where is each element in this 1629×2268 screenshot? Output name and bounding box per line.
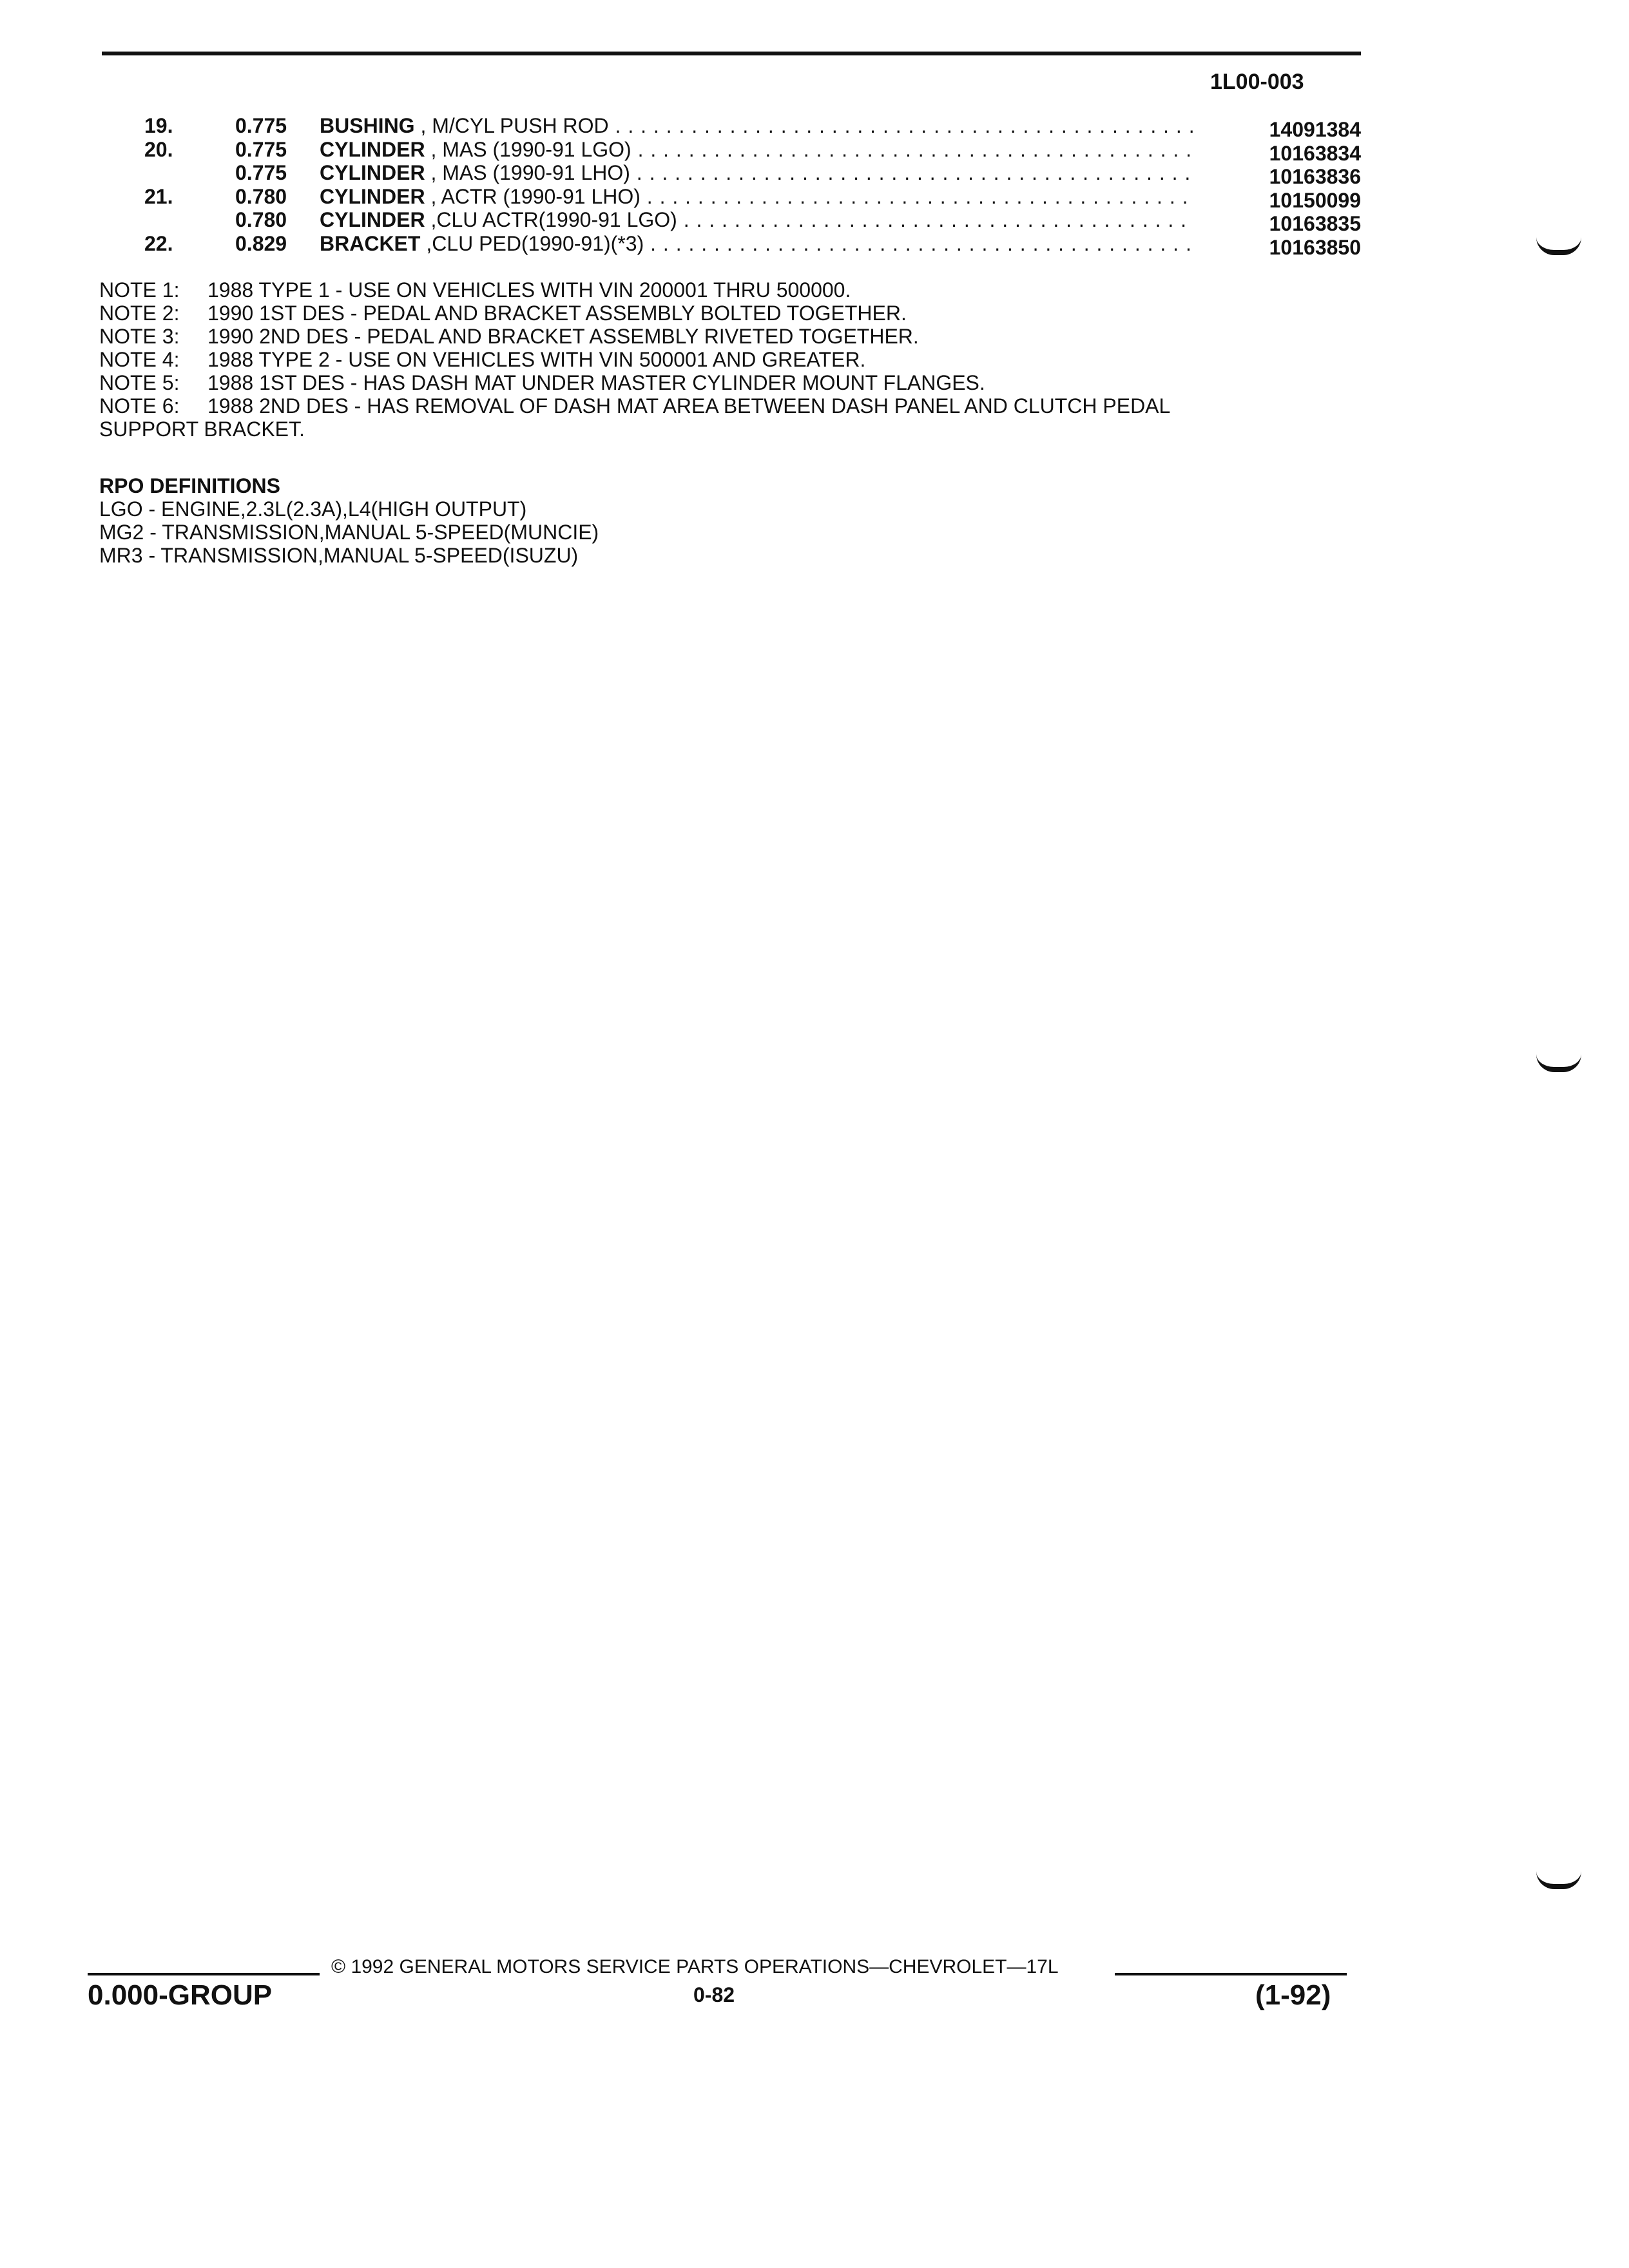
- binder-tab-mark: [1536, 1054, 1581, 1072]
- item-number: 20.: [144, 137, 173, 161]
- note-label: NOTE 6:: [99, 394, 180, 418]
- part-number: 14091384: [1269, 118, 1361, 141]
- notes-section: [99, 278, 1362, 441]
- note-5: [99, 371, 1362, 394]
- item-description: BUSHING , M/CYL PUSH ROD . . .: [320, 114, 1193, 137]
- part-number: 10163835: [1269, 212, 1361, 235]
- footer-rule-right: [1115, 1973, 1347, 1975]
- note-text: 1990 2ND DES - PEDAL AND BRACKET ASSEMBLY RIVETED TOGETHER.: [207, 325, 919, 348]
- item-description: BRACKET ,CLU PED(1990-91)(*3) . . .: [320, 232, 1193, 255]
- part-number: 10163834: [1269, 141, 1361, 165]
- item-code: 0.829: [235, 231, 287, 255]
- rpo-item: MR3 - TRANSMISSION,MANUAL 5-SPEED(ISUZU): [99, 544, 579, 567]
- parts-row: [129, 161, 1361, 188]
- note-label: NOTE 3:: [99, 325, 180, 348]
- item-code: 0.775: [235, 161, 287, 184]
- binder-tab-mark: [1536, 237, 1581, 255]
- note-label: NOTE 4:: [99, 348, 180, 371]
- note-6-continuation: SUPPORT BRACKET.: [99, 418, 305, 441]
- note-1: [99, 278, 1362, 302]
- note-label: NOTE 2:: [99, 302, 180, 325]
- parts-list: [129, 114, 1361, 259]
- parts-row: [129, 231, 1361, 259]
- copyright: © 1992 GENERAL MOTORS SERVICE PARTS OPERATIONS—CHEVROLET—17L: [331, 1956, 1059, 1977]
- rpo-item: LGO - ENGINE,2.3L(2.3A),L4(HIGH OUTPUT): [99, 497, 527, 521]
- note-text: 1988 TYPE 2 - USE ON VEHICLES WITH VIN 500001 AND GREATER.: [207, 348, 866, 371]
- binder-tab-mark: [1536, 1871, 1581, 1889]
- item-code: 0.780: [235, 208, 287, 231]
- note-text: 1988 TYPE 1 - USE ON VEHICLES WITH VIN 200001 THRU 500000.: [207, 278, 851, 302]
- item-description: CYLINDER , ACTR (1990-91 LHO) . . .: [320, 185, 1193, 208]
- revision-date: (1-92): [1255, 1979, 1331, 2011]
- item-number: 22.: [144, 231, 173, 255]
- item-description: CYLINDER , MAS (1990-91 LHO) . . .: [320, 161, 1193, 184]
- note-text: 1988 1ST DES - HAS DASH MAT UNDER MASTER CYLINDER MOUNT FLANGES.: [207, 371, 985, 394]
- note-6: [99, 394, 1362, 418]
- header-rule: [102, 52, 1361, 55]
- note-label: NOTE 5:: [99, 371, 180, 394]
- parts-row: [129, 114, 1361, 141]
- note-text: 1988 2ND DES - HAS REMOVAL OF DASH MAT AREA BETWEEN DASH PANEL AND CLUTCH PEDAL: [207, 394, 1171, 418]
- item-code: 0.780: [235, 184, 287, 208]
- item-number: 21.: [144, 184, 173, 208]
- note-2: [99, 302, 1362, 325]
- item-number: 19.: [144, 114, 173, 137]
- part-number: 10150099: [1269, 188, 1361, 212]
- note-3: [99, 325, 1362, 348]
- footer-rule-left: [88, 1973, 320, 1975]
- parts-row: [129, 137, 1361, 165]
- rpo-definitions: [99, 474, 599, 567]
- rpo-item: MG2 - TRANSMISSION,MANUAL 5-SPEED(MUNCIE): [99, 521, 599, 544]
- note-label: NOTE 1:: [99, 278, 180, 302]
- item-description: CYLINDER ,CLU ACTR(1990-91 LGO) . . .: [320, 208, 1193, 231]
- item-code: 0.775: [235, 114, 287, 137]
- parts-row: [129, 208, 1361, 235]
- parts-row: [129, 184, 1361, 212]
- note-text: 1990 1ST DES - PEDAL AND BRACKET ASSEMBLY BOLTED TOGETHER.: [207, 302, 907, 325]
- part-number: 10163850: [1269, 235, 1361, 259]
- item-code: 0.775: [235, 137, 287, 161]
- page-number: 0-82: [693, 1983, 735, 2006]
- note-4: [99, 348, 1362, 371]
- rpo-heading: RPO DEFINITIONS: [99, 474, 280, 497]
- item-description: CYLINDER , MAS (1990-91 LGO) . . .: [320, 138, 1193, 161]
- part-number: 10163836: [1269, 165, 1361, 188]
- group-label: 0.000-GROUP: [88, 1979, 273, 2011]
- page-code: 1L00-003: [1210, 70, 1304, 94]
